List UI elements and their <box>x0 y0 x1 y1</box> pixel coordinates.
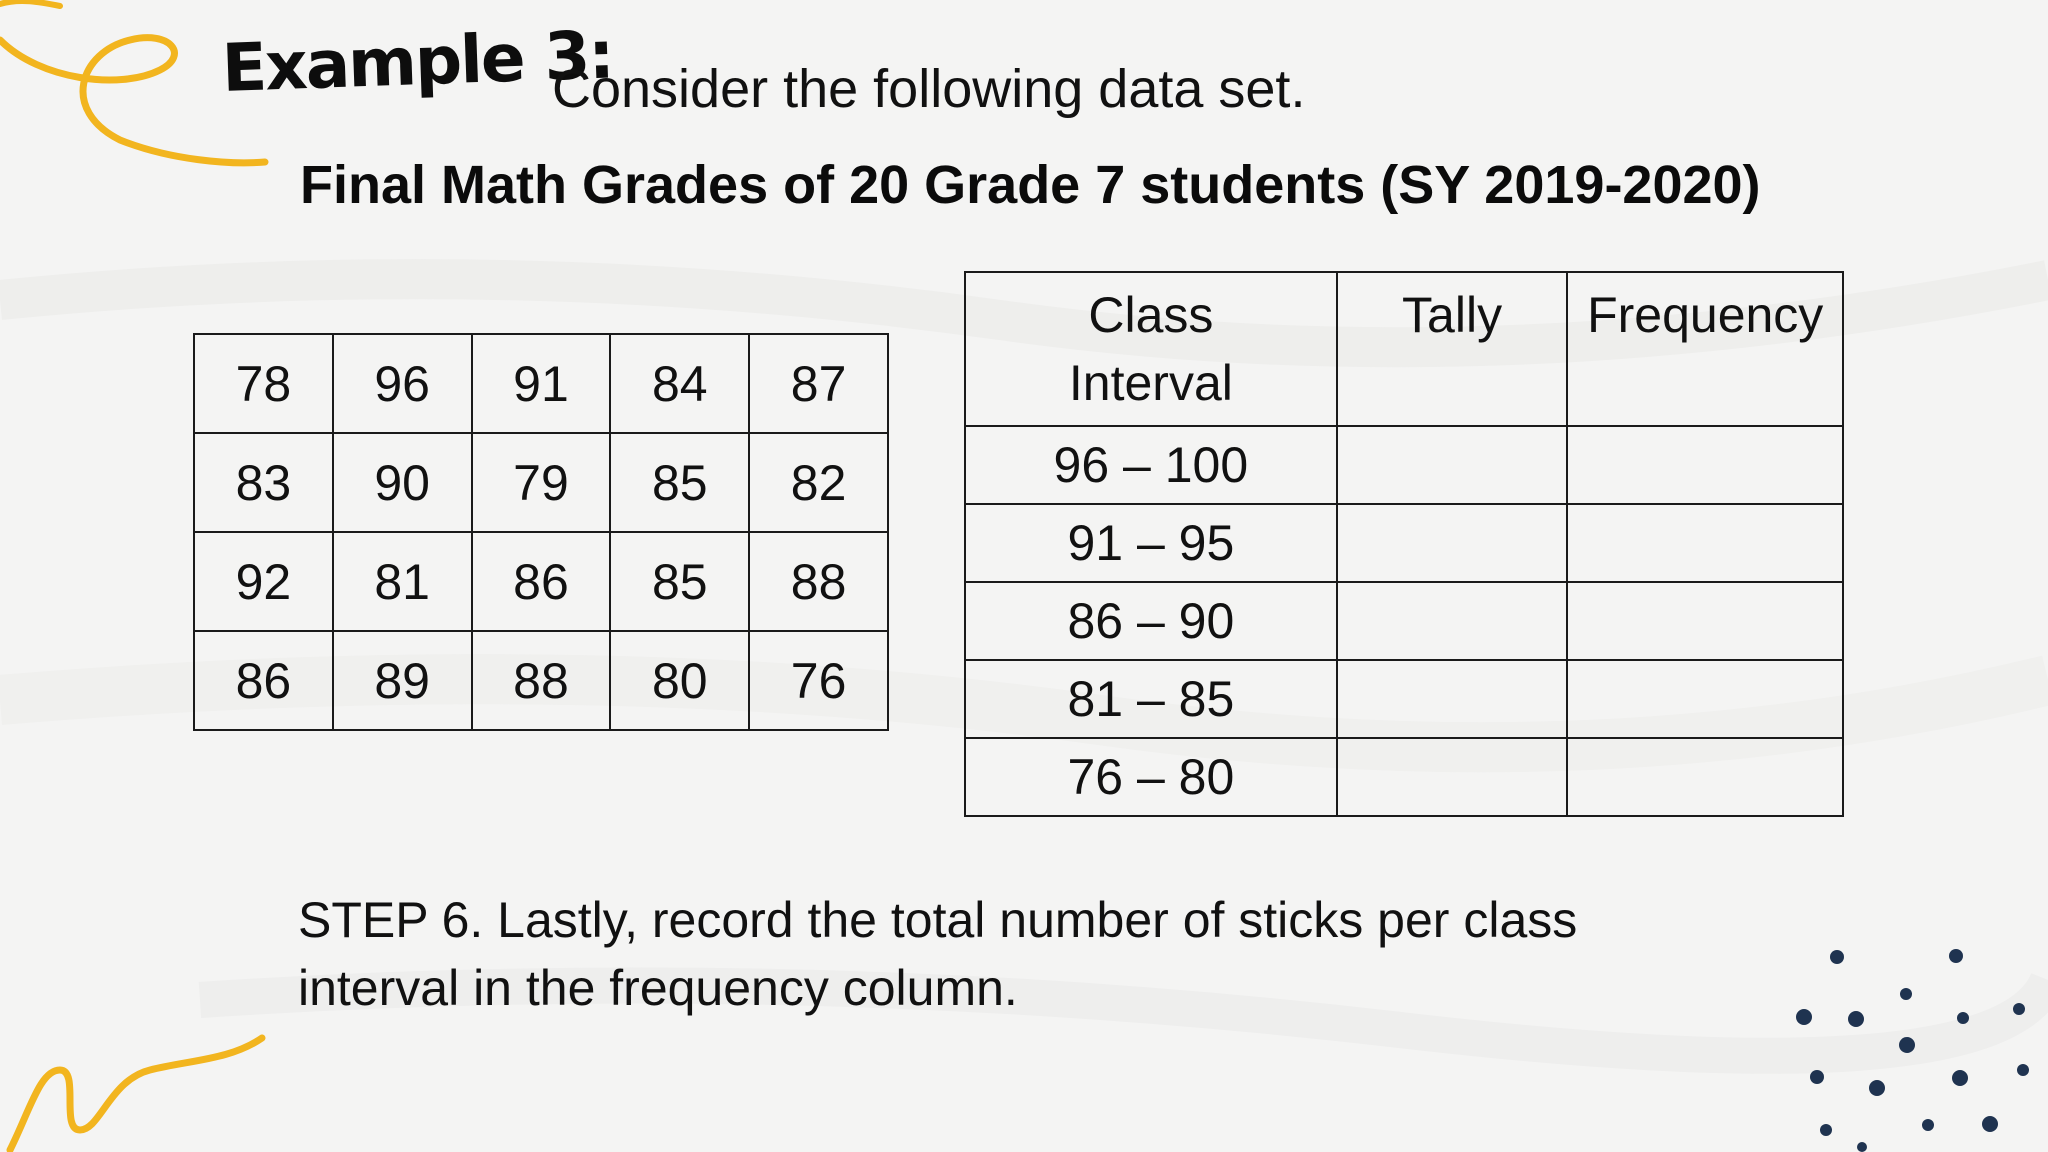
grade-cell: 79 <box>472 433 611 532</box>
header-tally: Tally <box>1337 272 1568 426</box>
example-label: Example 3: <box>220 16 614 107</box>
intro-text: Consider the following data set. <box>552 59 1306 119</box>
grade-cell: 80 <box>610 631 749 730</box>
frequency-cell <box>1567 660 1843 738</box>
header-frequency: Frequency <box>1567 272 1843 426</box>
grade-cell: 86 <box>194 631 333 730</box>
frequency-cell <box>1567 426 1843 504</box>
grade-cell: 87 <box>749 334 888 433</box>
table-row <box>194 631 888 730</box>
class-interval-cell: 81 – 85 <box>965 660 1337 738</box>
header-class-interval: Class Interval <box>965 272 1337 426</box>
grade-cell: 92 <box>194 532 333 631</box>
grade-cell: 91 <box>472 334 611 433</box>
grades-data-table <box>193 333 889 731</box>
tally-cell <box>1337 504 1568 582</box>
frequency-cell <box>1567 738 1843 816</box>
table-row <box>194 433 888 532</box>
grade-cell: 88 <box>749 532 888 631</box>
table-row <box>965 426 1843 504</box>
grade-cell: 82 <box>749 433 888 532</box>
step-instruction: STEP 6. Lastly, record the total number of sticks per class interval in the frequency column. <box>298 892 1578 1016</box>
frequency-cell <box>1567 582 1843 660</box>
table-row <box>194 334 888 433</box>
grade-cell: 85 <box>610 433 749 532</box>
tally-cell <box>1337 582 1568 660</box>
grade-cell: 85 <box>610 532 749 631</box>
class-interval-cell: 76 – 80 <box>965 738 1337 816</box>
grade-cell: 89 <box>333 631 472 730</box>
tally-cell <box>1337 660 1568 738</box>
grade-cell: 81 <box>333 532 472 631</box>
grade-cell: 86 <box>472 532 611 631</box>
class-interval-cell: 91 – 95 <box>965 504 1337 582</box>
table-row <box>194 532 888 631</box>
grade-cell: 78 <box>194 334 333 433</box>
class-interval-cell: 86 – 90 <box>965 582 1337 660</box>
table-row <box>965 582 1843 660</box>
grade-cell: 96 <box>333 334 472 433</box>
grade-cell: 90 <box>333 433 472 532</box>
grade-cell: 88 <box>472 631 611 730</box>
class-interval-cell: 96 – 100 <box>965 426 1337 504</box>
frequency-cell <box>1567 504 1843 582</box>
table-row <box>965 504 1843 582</box>
yellow-squiggle-decoration <box>0 1020 280 1152</box>
frequency-distribution-table <box>964 271 1844 817</box>
grade-cell: 76 <box>749 631 888 730</box>
table-row <box>965 738 1843 816</box>
page-title: Final Math Grades of 20 Grade 7 students (SY 2019-2020) <box>300 155 1761 215</box>
table-row <box>965 660 1843 738</box>
navy-dots-decoration <box>1780 940 2048 1152</box>
grade-cell: 84 <box>610 334 749 433</box>
grade-cell: 83 <box>194 433 333 532</box>
tally-cell <box>1337 426 1568 504</box>
tally-cell <box>1337 738 1568 816</box>
